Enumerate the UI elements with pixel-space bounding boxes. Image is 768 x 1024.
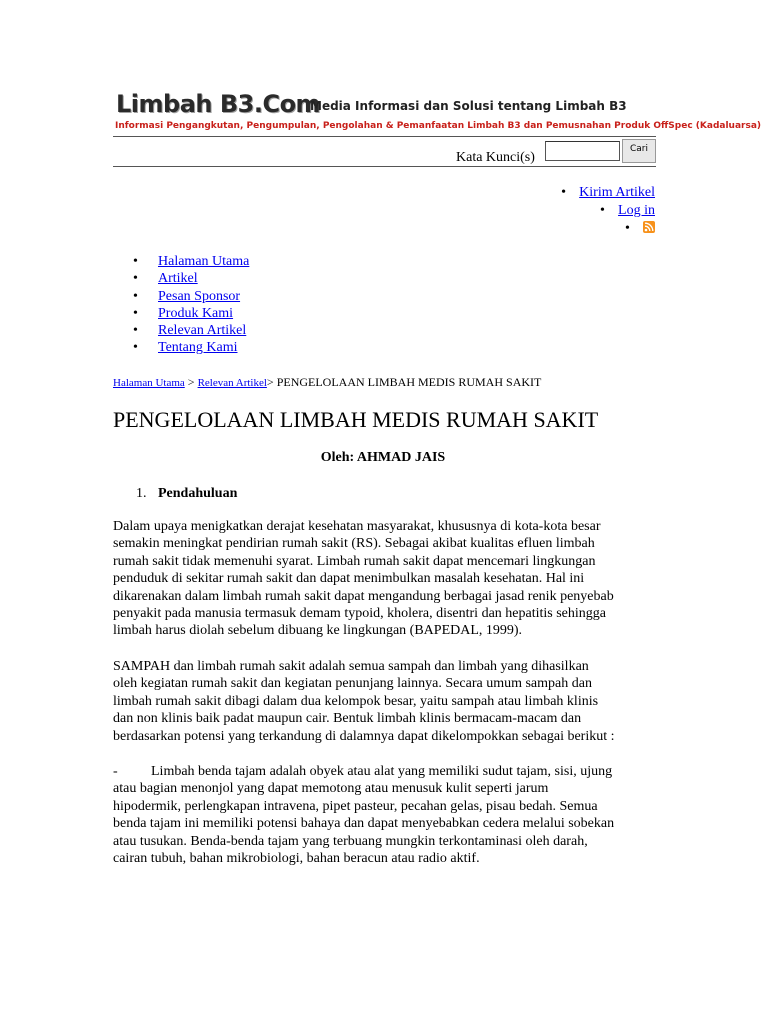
bullet: • — [625, 221, 630, 236]
paragraph-line: semakin meningkat pendirian rumah sakit (RS). Sebagai akibat kualitas efluen limbah — [113, 536, 595, 552]
nav-item-products — [133, 305, 249, 322]
rss-feed-icon[interactable] — [643, 221, 655, 233]
breadcrumb — [113, 374, 541, 391]
paragraph-line — [113, 763, 658, 780]
section-title: Pendahuluan — [158, 486, 238, 501]
user-links — [561, 184, 655, 238]
user-link-item — [561, 184, 655, 202]
nav-link-products[interactable]: Produk Kami — [158, 305, 234, 321]
site-logo[interactable]: Limbah B3.Com — [116, 90, 321, 118]
paragraph-line: rumah sakit tidak memenuhi syarat. Limbah rumah sakit dapat mencemari lingkungan — [113, 553, 596, 569]
article-author: Oleh: AHMAD JAIS — [320, 450, 446, 465]
breadcrumb-current: PENGELOLAAN LIMBAH MEDIS RUMAH SAKIT — [276, 375, 542, 389]
nav-link-about[interactable]: Tentang Kami — [158, 340, 238, 356]
paragraph-line: limbah rumah sakit dibagi dalam dua kelompok besar, yaitu sampah atau limbah klinis — [113, 693, 599, 709]
paragraph-line: atau tusukan. Benda-benda tajam yang terbuang mungkin terkontaminasi oleh darah, — [113, 833, 588, 849]
rss-feed-link[interactable] — [643, 221, 655, 236]
paragraph-line: berdasarkan potensi yang terkandung di dalamnya dapat dikelompokkan sebagai berikut : — [113, 728, 615, 744]
paragraph-line: penyakit pada manusia termasuk demam typoid, kholera, disentri dan hepatitis sehingga — [113, 606, 606, 622]
nav-item-articles — [133, 270, 249, 287]
site-subtagline: Informasi Pengangkutan, Pengumpulan, Pengolahan & Pemanfaatan Limbah B3 dan Pemusnahan Produk OffSpec (Kadaluarsa) — [115, 121, 762, 131]
paragraph-line: cairan tubuh, bahan mikrobiologi, bahan beracun atau radio aktif. — [113, 851, 480, 867]
breadcrumb-section-link[interactable]: Relevan Artikel — [197, 377, 267, 389]
section-heading — [136, 485, 237, 503]
nav-item-about — [133, 339, 249, 356]
page-title: PENGELOLAAN LIMBAH MEDIS RUMAH SAKIT — [113, 407, 599, 432]
nav-item-sponsor — [133, 288, 249, 305]
article-paragraph-intro — [113, 518, 658, 640]
nav-link-articles[interactable]: Artikel — [158, 271, 198, 287]
paragraph-line: Dalam upaya menigkatkan derajat kesehatan masyarakat, khususnya di kota-kota besar — [113, 519, 601, 534]
nav-link-related[interactable]: Relevan Artikel — [158, 323, 247, 339]
article-paragraph-sharps — [113, 763, 658, 867]
breadcrumb-separator: > — [266, 375, 277, 389]
search-label: Kata Kunci(s) — [456, 150, 535, 165]
search-input[interactable] — [545, 141, 620, 161]
paragraph-line: hipodermik, perlengkapan intravena, pipet pasteur, pecahan gelas, pisau bedah. Semua — [113, 798, 598, 814]
user-link-item — [561, 202, 655, 220]
article-paragraph-waste — [113, 658, 658, 745]
submit-article-link[interactable]: Kirim Artikel — [579, 185, 655, 200]
site-tagline: Media Informasi dan Solusi tentang Limbah B3 — [310, 99, 627, 113]
paragraph-line: SAMPAH dan limbah rumah sakit adalah semua sampah dan limbah yang dihasilkan — [113, 659, 589, 674]
breadcrumb-separator: > — [184, 375, 198, 389]
paragraph-line: oleh kegiatan rumah sakit dan kegiatan penunjang lainnya. Secara umum sampah dan — [113, 676, 592, 692]
user-link-item — [561, 220, 655, 238]
paragraph-line: dan non klinis baik padat maupun cair. Bentuk limbah klinis bermacam-macam dan — [113, 711, 582, 727]
bullet: • — [600, 203, 605, 218]
paragraph-line: benda tajam ini memiliki potensi bahaya dan dapat menyebabkan cedera melalui sobekan — [113, 816, 615, 832]
bullet: • — [561, 185, 567, 200]
site-banner[interactable] — [113, 88, 762, 132]
main-navigation — [133, 253, 249, 357]
search-divider-bottom — [113, 166, 656, 167]
list-dash: - — [113, 764, 118, 779]
paragraph-line: atau bagian menonjol yang dapat memotong atau menusuk kulit seperti jarum — [113, 781, 549, 797]
breadcrumb-home-link[interactable]: Halaman Utama — [113, 377, 185, 389]
nav-item-related — [133, 322, 249, 339]
section-number: 1. — [136, 486, 147, 501]
nav-link-home[interactable]: Halaman Utama — [158, 254, 250, 269]
nav-link-sponsor[interactable]: Pesan Sponsor — [158, 288, 241, 304]
search-divider-top — [113, 136, 656, 137]
paragraph-line: penduduk di sekitar rumah sakit dan dapat menimbulkan masalah kesehatan. Hal ini — [113, 571, 585, 587]
paragraph-line: limbah harus diolah sebelum dibuang ke lingkungan (BAPEDAL, 1999). — [113, 623, 523, 639]
login-link[interactable]: Log in — [618, 203, 655, 218]
search-button[interactable]: Cari — [622, 139, 656, 163]
paragraph-line: dikarenakan dalam limbah rumah sakit dapat mengandung berbagai jasad renik penyebab — [113, 588, 614, 604]
nav-item-home — [133, 253, 249, 270]
paragraph-line-text: Limbah benda tajam adalah obyek atau alat yang memiliki sudut tajam, sisi, ujung — [151, 764, 613, 779]
